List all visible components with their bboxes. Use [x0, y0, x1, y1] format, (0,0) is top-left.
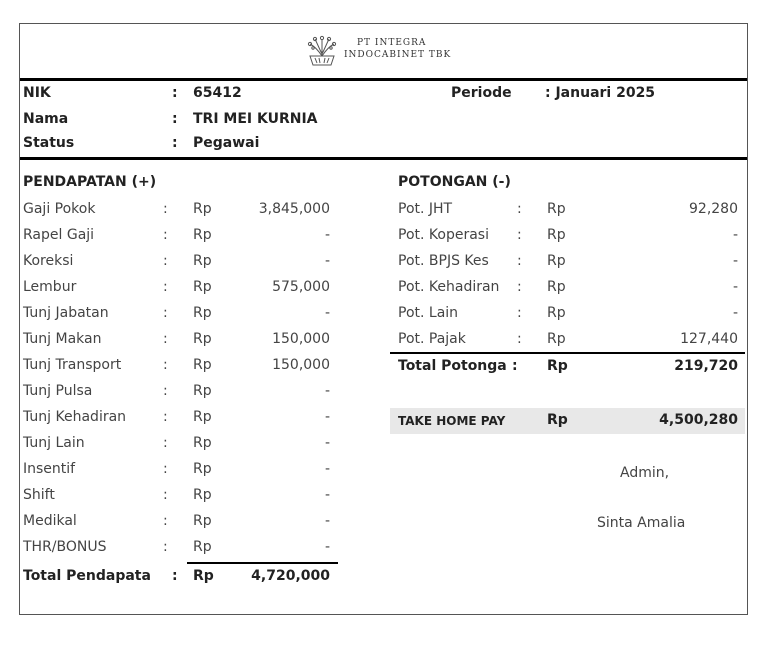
deduction-sep: :	[517, 279, 522, 295]
income-currency: Rp	[193, 305, 212, 321]
income-total-rule	[187, 562, 338, 564]
deduction-value: -	[732, 253, 738, 269]
income-sep: :	[163, 201, 168, 217]
income-label: Shift	[23, 487, 55, 503]
deduction-label: Pot. BPJS Kes	[398, 253, 489, 269]
nama-sep: :	[172, 111, 178, 127]
take-home-pay-value: 4,500,280	[659, 412, 738, 428]
nik-label: NIK	[23, 85, 51, 101]
income-label: Tunj Kehadiran	[23, 409, 127, 425]
deduction-value: 127,440	[680, 331, 738, 347]
deduction-label: Pot. Lain	[398, 305, 459, 321]
deduction-currency: Rp	[547, 331, 566, 347]
income-label: Medikal	[23, 513, 77, 529]
deduction-label: Pot. JHT	[398, 201, 453, 217]
deduction-sep: :	[517, 201, 522, 217]
deduction-value: -	[732, 279, 738, 295]
income-label: THR/BONUS	[23, 539, 107, 555]
income-total-value: 4,720,000	[251, 568, 330, 584]
income-currency: Rp	[193, 227, 212, 243]
income-value: -	[324, 435, 330, 451]
nik-sep: :	[172, 85, 178, 101]
income-total-currency: Rp	[193, 568, 214, 584]
income-currency: Rp	[193, 357, 212, 373]
deduction-sep: :	[517, 253, 522, 269]
status-value: Pegawai	[193, 135, 260, 151]
status-label: Status	[23, 135, 75, 151]
deduction-currency: Rp	[547, 201, 566, 217]
income-sep: :	[163, 487, 168, 503]
slip-header	[20, 24, 747, 81]
deduction-sep: :	[517, 331, 522, 347]
payslip	[19, 23, 748, 615]
income-value: 575,000	[272, 279, 330, 295]
signature-role: Admin,	[620, 465, 670, 481]
income-label: Tunj Pulsa	[23, 383, 93, 399]
income-sep: :	[163, 227, 168, 243]
income-total-sep: :	[172, 568, 178, 584]
income-sep: :	[163, 461, 168, 477]
deduction-value: -	[732, 305, 738, 321]
status-sep: :	[172, 135, 178, 151]
income-currency: Rp	[193, 461, 212, 477]
income-value: -	[324, 539, 330, 555]
income-value: 3,845,000	[258, 201, 330, 217]
income-sep: :	[163, 409, 168, 425]
company-name	[344, 37, 451, 61]
income-sep: :	[163, 513, 168, 529]
income-label: Koreksi	[23, 253, 74, 269]
deduction-label: Pot. Koperasi	[398, 227, 489, 243]
income-label: Insentif	[23, 461, 76, 477]
take-home-pay-currency: Rp	[547, 412, 568, 428]
income-currency: Rp	[193, 435, 212, 451]
income-label: Tunj Lain	[23, 435, 85, 451]
income-currency: Rp	[193, 539, 212, 555]
deduction-currency: Rp	[547, 279, 566, 295]
company-name-line2: INDOCABINET TBK	[344, 50, 452, 60]
take-home-pay-label: TAKE HOME PAY	[398, 414, 506, 428]
income-currency: Rp	[193, 201, 212, 217]
income-currency: Rp	[193, 487, 212, 503]
nama-value: TRI MEI KURNIA	[193, 111, 318, 127]
deduction-title: POTONGAN (-)	[398, 174, 511, 190]
income-sep: :	[163, 435, 168, 451]
income-label: Tunj Makan	[23, 331, 102, 347]
income-value: -	[324, 461, 330, 477]
deduction-total-currency: Rp	[547, 358, 568, 374]
income-value: -	[324, 383, 330, 399]
income-currency: Rp	[193, 331, 212, 347]
deduction-total-value: 219,720	[674, 358, 738, 374]
income-value: 150,000	[272, 357, 330, 373]
income-label: Rapel Gaji	[23, 227, 95, 243]
nik-value: 65412	[193, 85, 242, 101]
income-sep: :	[163, 253, 168, 269]
income-label: Tunj Transport	[23, 357, 122, 373]
income-sep: :	[163, 279, 168, 295]
employee-info	[20, 81, 747, 160]
income-value: 150,000	[272, 331, 330, 347]
deduction-currency: Rp	[547, 227, 566, 243]
income-value: -	[324, 305, 330, 321]
nama-label: Nama	[23, 111, 69, 127]
income-currency: Rp	[193, 383, 212, 399]
income-value: -	[324, 487, 330, 503]
income-value: -	[324, 227, 330, 243]
deduction-total-label: Total Potonga	[398, 358, 507, 374]
income-sep: :	[163, 305, 168, 321]
deduction-currency: Rp	[547, 305, 566, 321]
income-value: -	[324, 253, 330, 269]
deduction-label: Pot. Pajak	[398, 331, 466, 347]
income-currency: Rp	[193, 253, 212, 269]
deduction-sep: :	[517, 227, 522, 243]
deduction-total-sep: :	[512, 358, 518, 374]
deduction-label: Pot. Kehadiran	[398, 279, 500, 295]
deduction-sep: :	[517, 305, 522, 321]
income-value: -	[324, 409, 330, 425]
income-sep: :	[163, 539, 168, 555]
income-currency: Rp	[193, 409, 212, 425]
income-sep: :	[163, 357, 168, 373]
periode-label: Periode	[451, 85, 512, 101]
deduction-value: 92,280	[689, 201, 738, 217]
deduction-currency: Rp	[547, 253, 566, 269]
signature-name: Sinta Amalia	[597, 515, 686, 531]
company-name-line1: PT INTEGRA	[357, 38, 427, 48]
income-currency: Rp	[193, 513, 212, 529]
deduction-value: -	[732, 227, 738, 243]
income-sep: :	[163, 331, 168, 347]
income-currency: Rp	[193, 279, 212, 295]
income-title: PENDAPATAN (+)	[23, 174, 157, 190]
income-total-label: Total Pendapata	[23, 568, 151, 584]
income-label: Lembur	[23, 279, 77, 295]
income-value: -	[324, 513, 330, 529]
company-logo-icon	[304, 34, 340, 68]
periode-value: : Januari 2025	[545, 85, 656, 101]
deduction-total-rule	[390, 352, 745, 354]
income-label: Tunj Jabatan	[23, 305, 109, 321]
income-sep: :	[163, 383, 168, 399]
income-label: Gaji Pokok	[23, 201, 96, 217]
